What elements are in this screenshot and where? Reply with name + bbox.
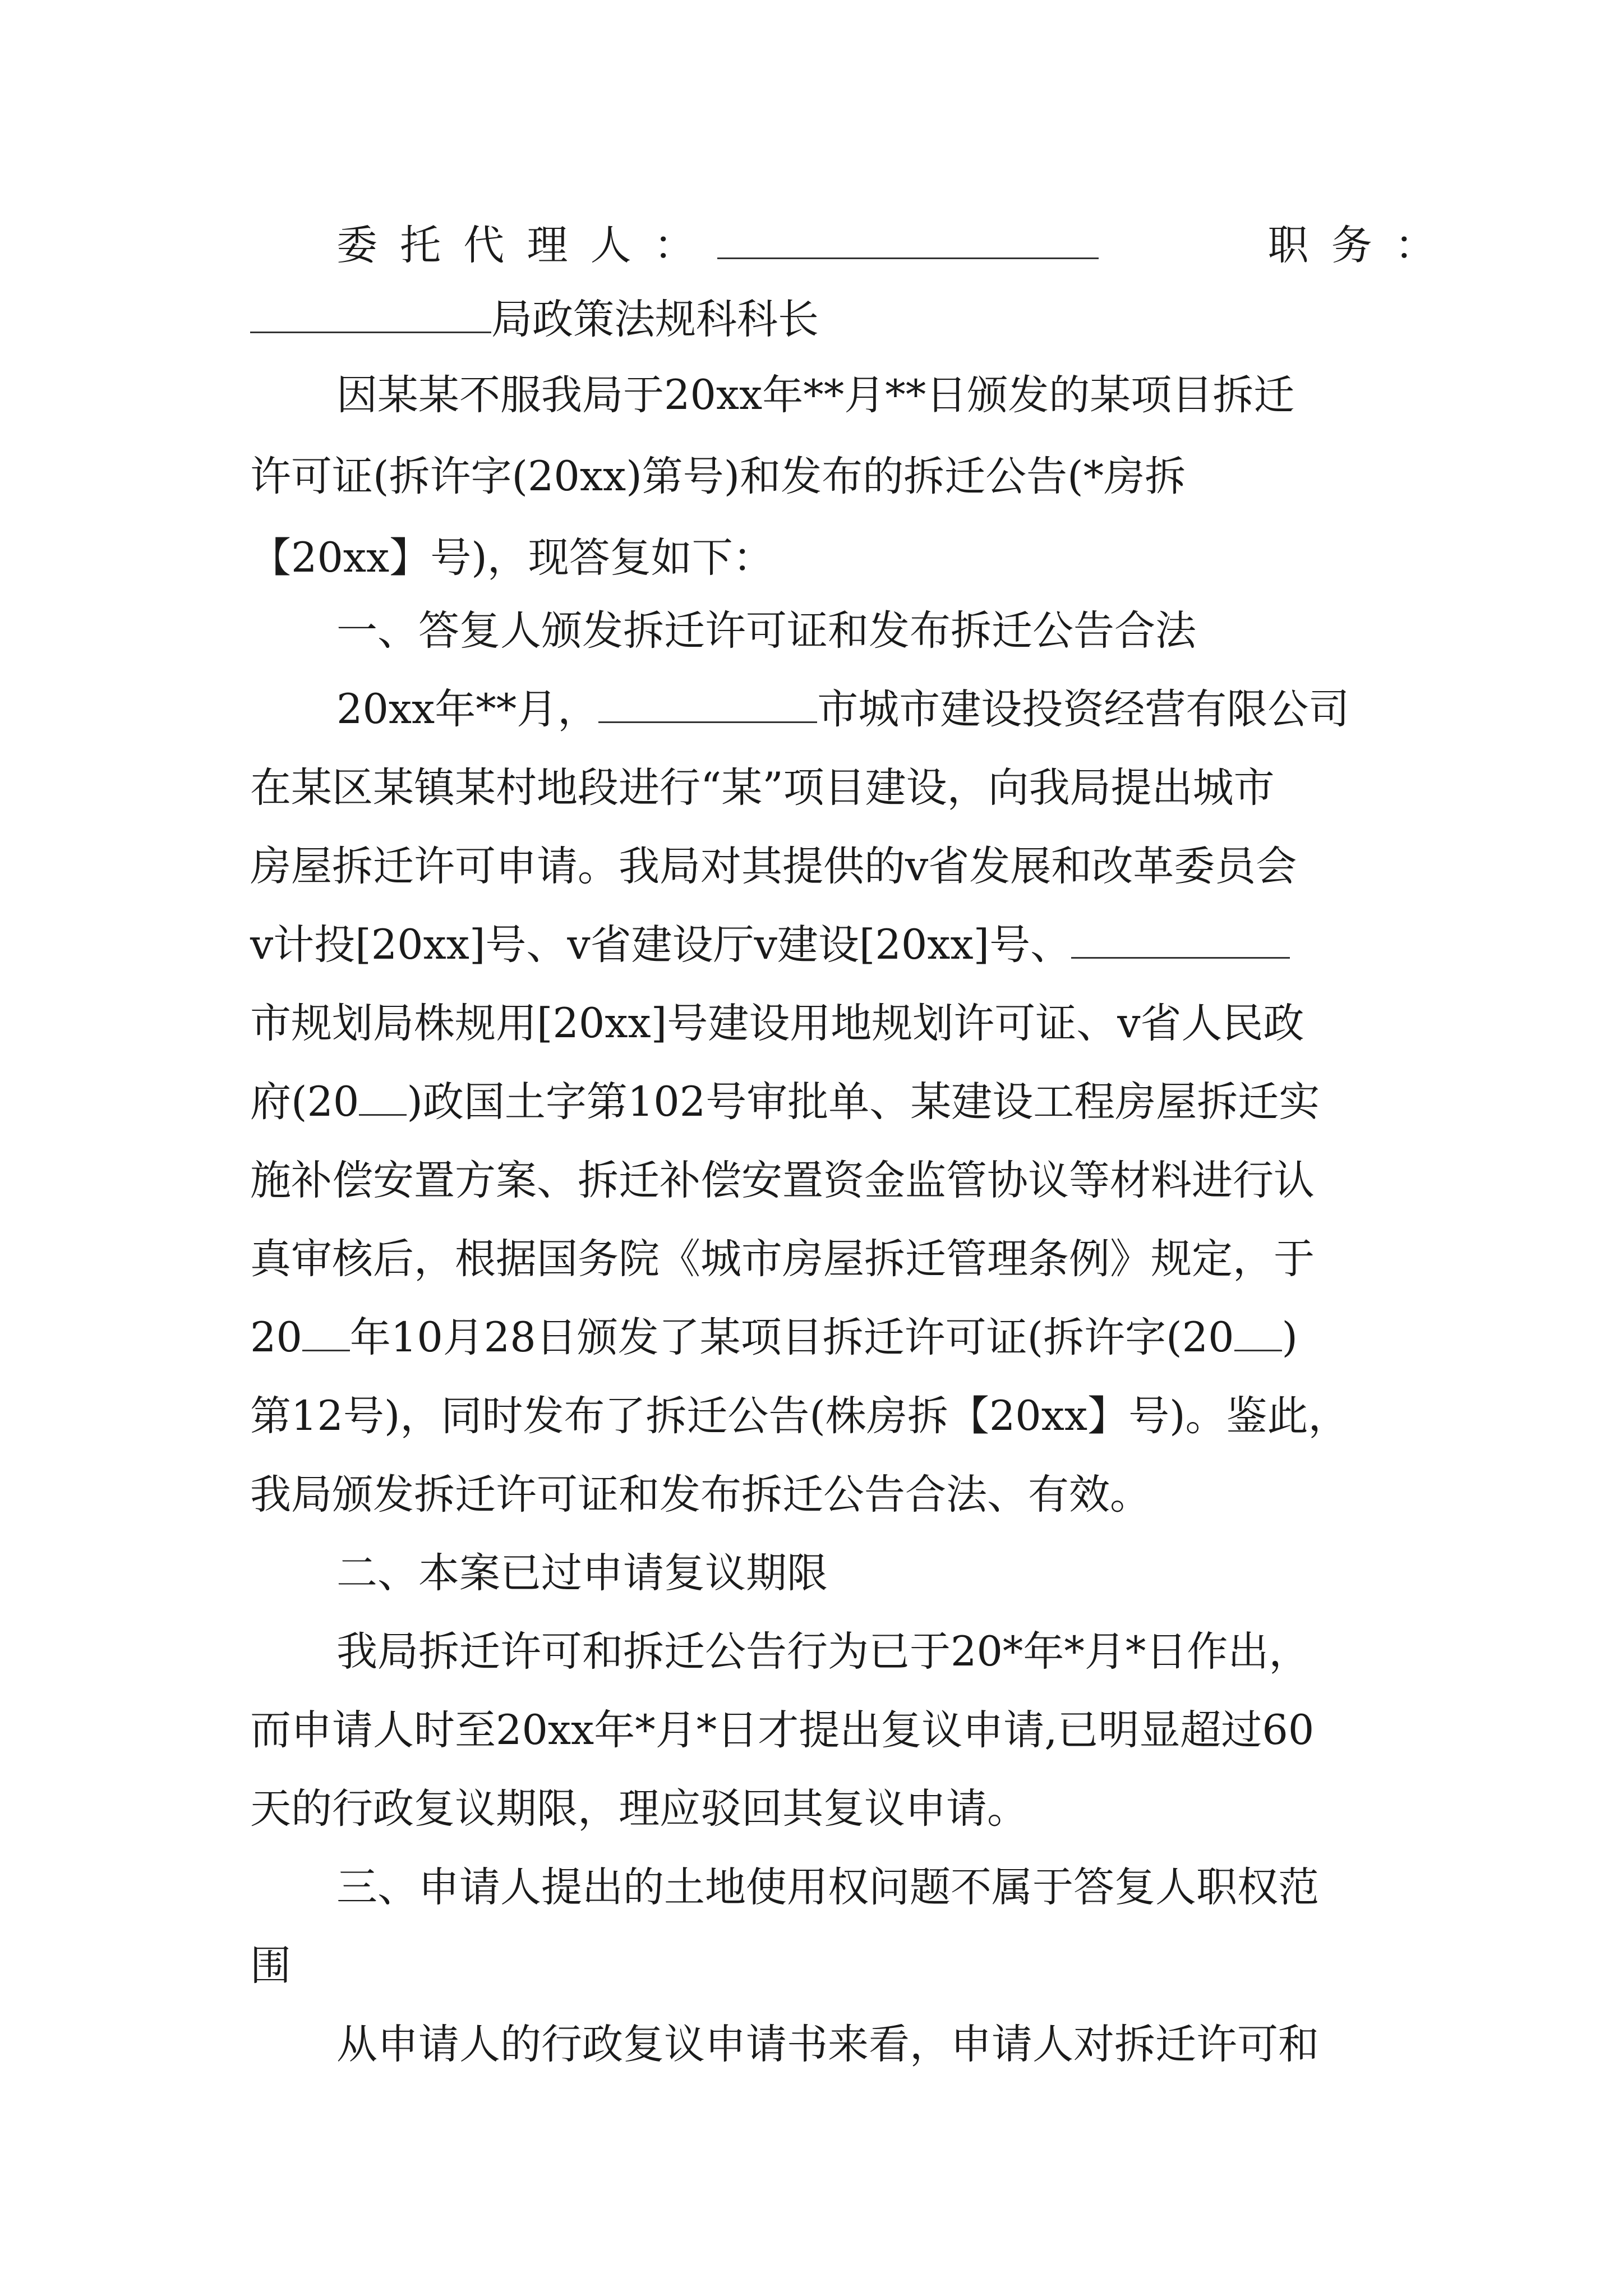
section1-line-9c: )	[1281, 1314, 1298, 1361]
section1-line-7: 施补偿安置方案、拆迁补偿安置资金监管协议等材料进行认	[250, 1157, 1315, 1204]
position-blank	[250, 295, 491, 333]
position-value: 局政策法规科科长	[491, 296, 819, 343]
agent-label: 委托代理人：	[336, 222, 717, 269]
section3-heading-1: 三、申请人提出的土地使用权问题不属于答复人职权范	[336, 1864, 1319, 1911]
section1-line-1a: 20xx年**月，	[336, 685, 599, 733]
section1-line-1	[336, 682, 1458, 738]
city-blank	[1071, 920, 1290, 959]
company-blank	[598, 684, 817, 723]
section1-line-2: 在某区某镇某村地段进行“某”项目建设，向我局提出城市	[250, 764, 1275, 812]
section1-line-4-text: v计投[20xx]号、v省建设厅v建设[20xx]号、	[250, 921, 1072, 969]
section3-heading-2: 围	[250, 1942, 291, 1990]
section1-line-9b: 年10月28日颁发了某项目拆迁许可证(拆许字(20	[349, 1314, 1234, 1361]
section2-line-2: 而申请人时至20xx年*月*日才提出复议申请,已明显超过60	[250, 1706, 1315, 1754]
section1-line-6b: )政国土字第102号审批单、某建设工程房屋拆迁实	[407, 1078, 1320, 1126]
section1-line-3: 房屋拆迁许可申请。我局对其提供的v省发展和改革委员会	[250, 843, 1297, 890]
section1-line-9a: 20	[250, 1314, 302, 1361]
section2-line-1: 我局拆迁许可和拆迁公告行为已于20*年*月*日作出，	[336, 1628, 1310, 1676]
position-line	[250, 292, 1372, 348]
section2-heading: 二、本案已过申请复议期限	[336, 1549, 828, 1597]
position-label: 职务：	[1267, 222, 1458, 269]
year-blank-1	[359, 1077, 407, 1116]
intro-line-3: 【20xx】号)，现答复如下：	[250, 534, 774, 582]
year-blank-3	[1234, 1313, 1282, 1351]
section1-line-9	[250, 1310, 1372, 1366]
section1-line-5: 市规划局株规用[20xx]号建设用地规划许可证、v省人民政	[250, 1000, 1304, 1047]
section1-line-10: 第12号)，同时发布了拆迁公告(株房拆【20xx】号)。鉴此，	[250, 1392, 1349, 1440]
intro-line-2: 许可证(拆许字(20xx)第号)和发布的拆迁公告(*房拆	[250, 453, 1186, 500]
section2-line-3: 天的行政复议期限，理应驳回其复议申请。	[250, 1785, 1028, 1833]
section1-line-1b: 市城市建设投资经营有限公司	[817, 685, 1350, 733]
year-blank-2	[302, 1313, 350, 1351]
section1-heading: 一、答复人颁发拆迁许可证和发布拆迁公告合法	[336, 607, 1196, 655]
section3-line-1: 从申请人的行政复议申请书来看，申请人对拆迁许可和	[336, 2021, 1319, 2068]
section1-line-11: 我局颁发拆迁许可证和发布拆迁公告合法、有效。	[250, 1471, 1151, 1519]
agent-blank	[717, 220, 1099, 259]
section1-line-4	[250, 917, 1372, 973]
section1-line-6	[250, 1074, 1372, 1130]
section1-line-6a: 府(20	[250, 1078, 359, 1126]
intro-line-1: 因某某不服我局于20xx年**月**日颁发的某项目拆迁	[336, 371, 1295, 419]
agent-line	[336, 218, 1458, 274]
section1-line-8: 真审核后，根据国务院《城市房屋拆迁管理条例》规定，于	[250, 1235, 1315, 1283]
